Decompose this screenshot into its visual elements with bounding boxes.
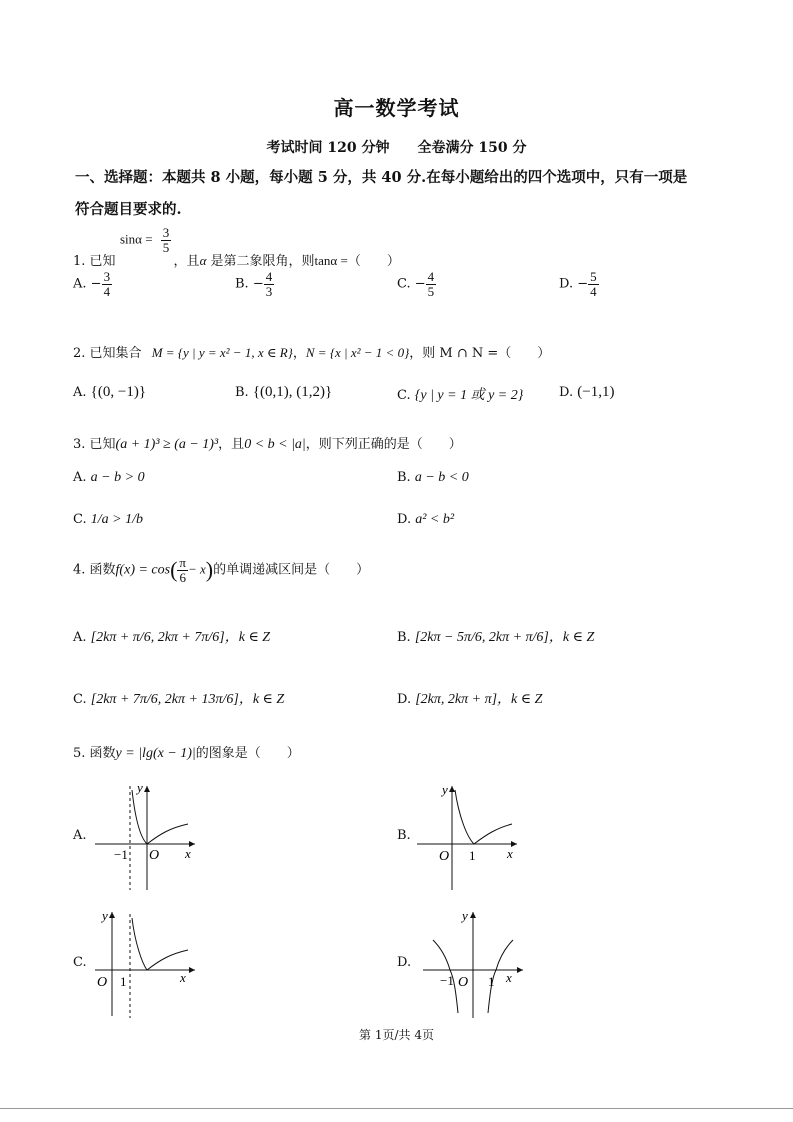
svg-text:y: y [102,908,108,923]
q3-stem: 3. 已知(a + 1)³ ≥ (a − 1)³，且0 < b < |a|，则下列正确的是（ ） [73,437,462,452]
q5-graph-d [418,908,528,1020]
q3-option-b[interactable]: B. a − b < 0 [397,470,469,485]
q3-option-c[interactable]: C. 1/a > 1/b [73,512,143,527]
q5-stem: 5. 函数y = |lg(x − 1)|的图象是（ ） [73,746,300,761]
q2-option-d[interactable]: D. (−1,1) [559,384,615,400]
svg-text:x: x [180,970,186,985]
svg-text:O: O [97,975,108,990]
q1-option-d[interactable]: D. − $\frac{5}{4}$ [559,269,597,299]
svg-text:−1: −1 [440,973,454,988]
q2-option-c[interactable]: C. {y | y = 1 或 y = 2} [397,388,524,403]
q4-option-c[interactable]: C. [2kπ + 7π/6, 2kπ + 13π/6]，k ∈ Z [73,692,285,707]
svg-text:x: x [506,970,512,985]
page-number: 第 1页/共 4页 [359,1028,434,1042]
svg-text:O: O [458,975,469,990]
q4-stem: 4. 函数f(x) = cos( $\frac{\pi}{6}$ − x)的单调递减区间是（ ） [73,555,370,585]
page-title: 高一数学考试 [333,96,460,120]
q2-stem: 2. 已知集合 M = {y | y = x² − 1, x ∈ R}，N = {x | x² − 1 < 0}，则 M ∩ N =（ ） [73,345,551,361]
q1-sin-given: sinα = $\frac{3}{5}$ [120,225,170,255]
tick-neg1: −1 [114,847,128,862]
section-heading: 一、选择题：本题共 8 小题，每小题 5 分，共 40 分.在每小题给出的四个选项中，只有一项是 [75,169,688,186]
q4-option-d[interactable]: D. [2kπ, 2kπ + π]，k ∈ Z [397,692,543,707]
y-label: y [137,782,143,795]
section-heading-cont: 符合题目要求的. [75,201,182,218]
svg-text:1: 1 [469,848,476,863]
q1-option-c[interactable]: C. − $\frac{4}{5}$ [397,269,435,299]
x-label: x [185,846,191,861]
q5-graph-b [412,782,522,892]
svg-text:x: x [507,846,513,861]
svg-text:y: y [442,782,448,797]
svg-text:y: y [462,908,468,923]
q5-option-d[interactable]: D. [397,955,412,970]
q4-option-a[interactable]: A. [2kπ + π/6, 2kπ + 7π/6]，k ∈ Z [73,630,271,645]
q3-option-d[interactable]: D. a² < b² [397,512,455,527]
q1-option-a[interactable]: A. − $\frac{3}{4}$ [73,269,111,299]
q5-option-b[interactable]: B. [397,828,411,843]
q5-graph-c [90,908,200,1020]
q5-graph-a [90,782,200,892]
q5-option-a[interactable]: A. [73,828,87,843]
svg-text:O: O [439,849,450,864]
origin-label: O [149,848,160,863]
q5-option-c[interactable]: C. [73,955,87,970]
q2-option-a[interactable]: A. {(0, −1)} [73,384,147,400]
exam-info: 考试时间 120 分钟 全卷满分 150 分 [266,140,527,156]
q2-option-b[interactable]: B. {(0,1), (1,2)} [235,384,333,400]
q1-option-b[interactable]: B. − $\frac{4}{3}$ [235,269,273,299]
q1-stem: 1. 已知 ，且α 是第二象限角，则tanα =（ ） [73,253,400,269]
q3-option-a[interactable]: A. a − b > 0 [73,470,145,485]
page-divider [0,1108,793,1109]
svg-text:1: 1 [120,974,127,989]
svg-text:1: 1 [488,974,495,989]
q4-option-b[interactable]: B. [2kπ − 5π/6, 2kπ + π/6]，k ∈ Z [397,630,595,645]
